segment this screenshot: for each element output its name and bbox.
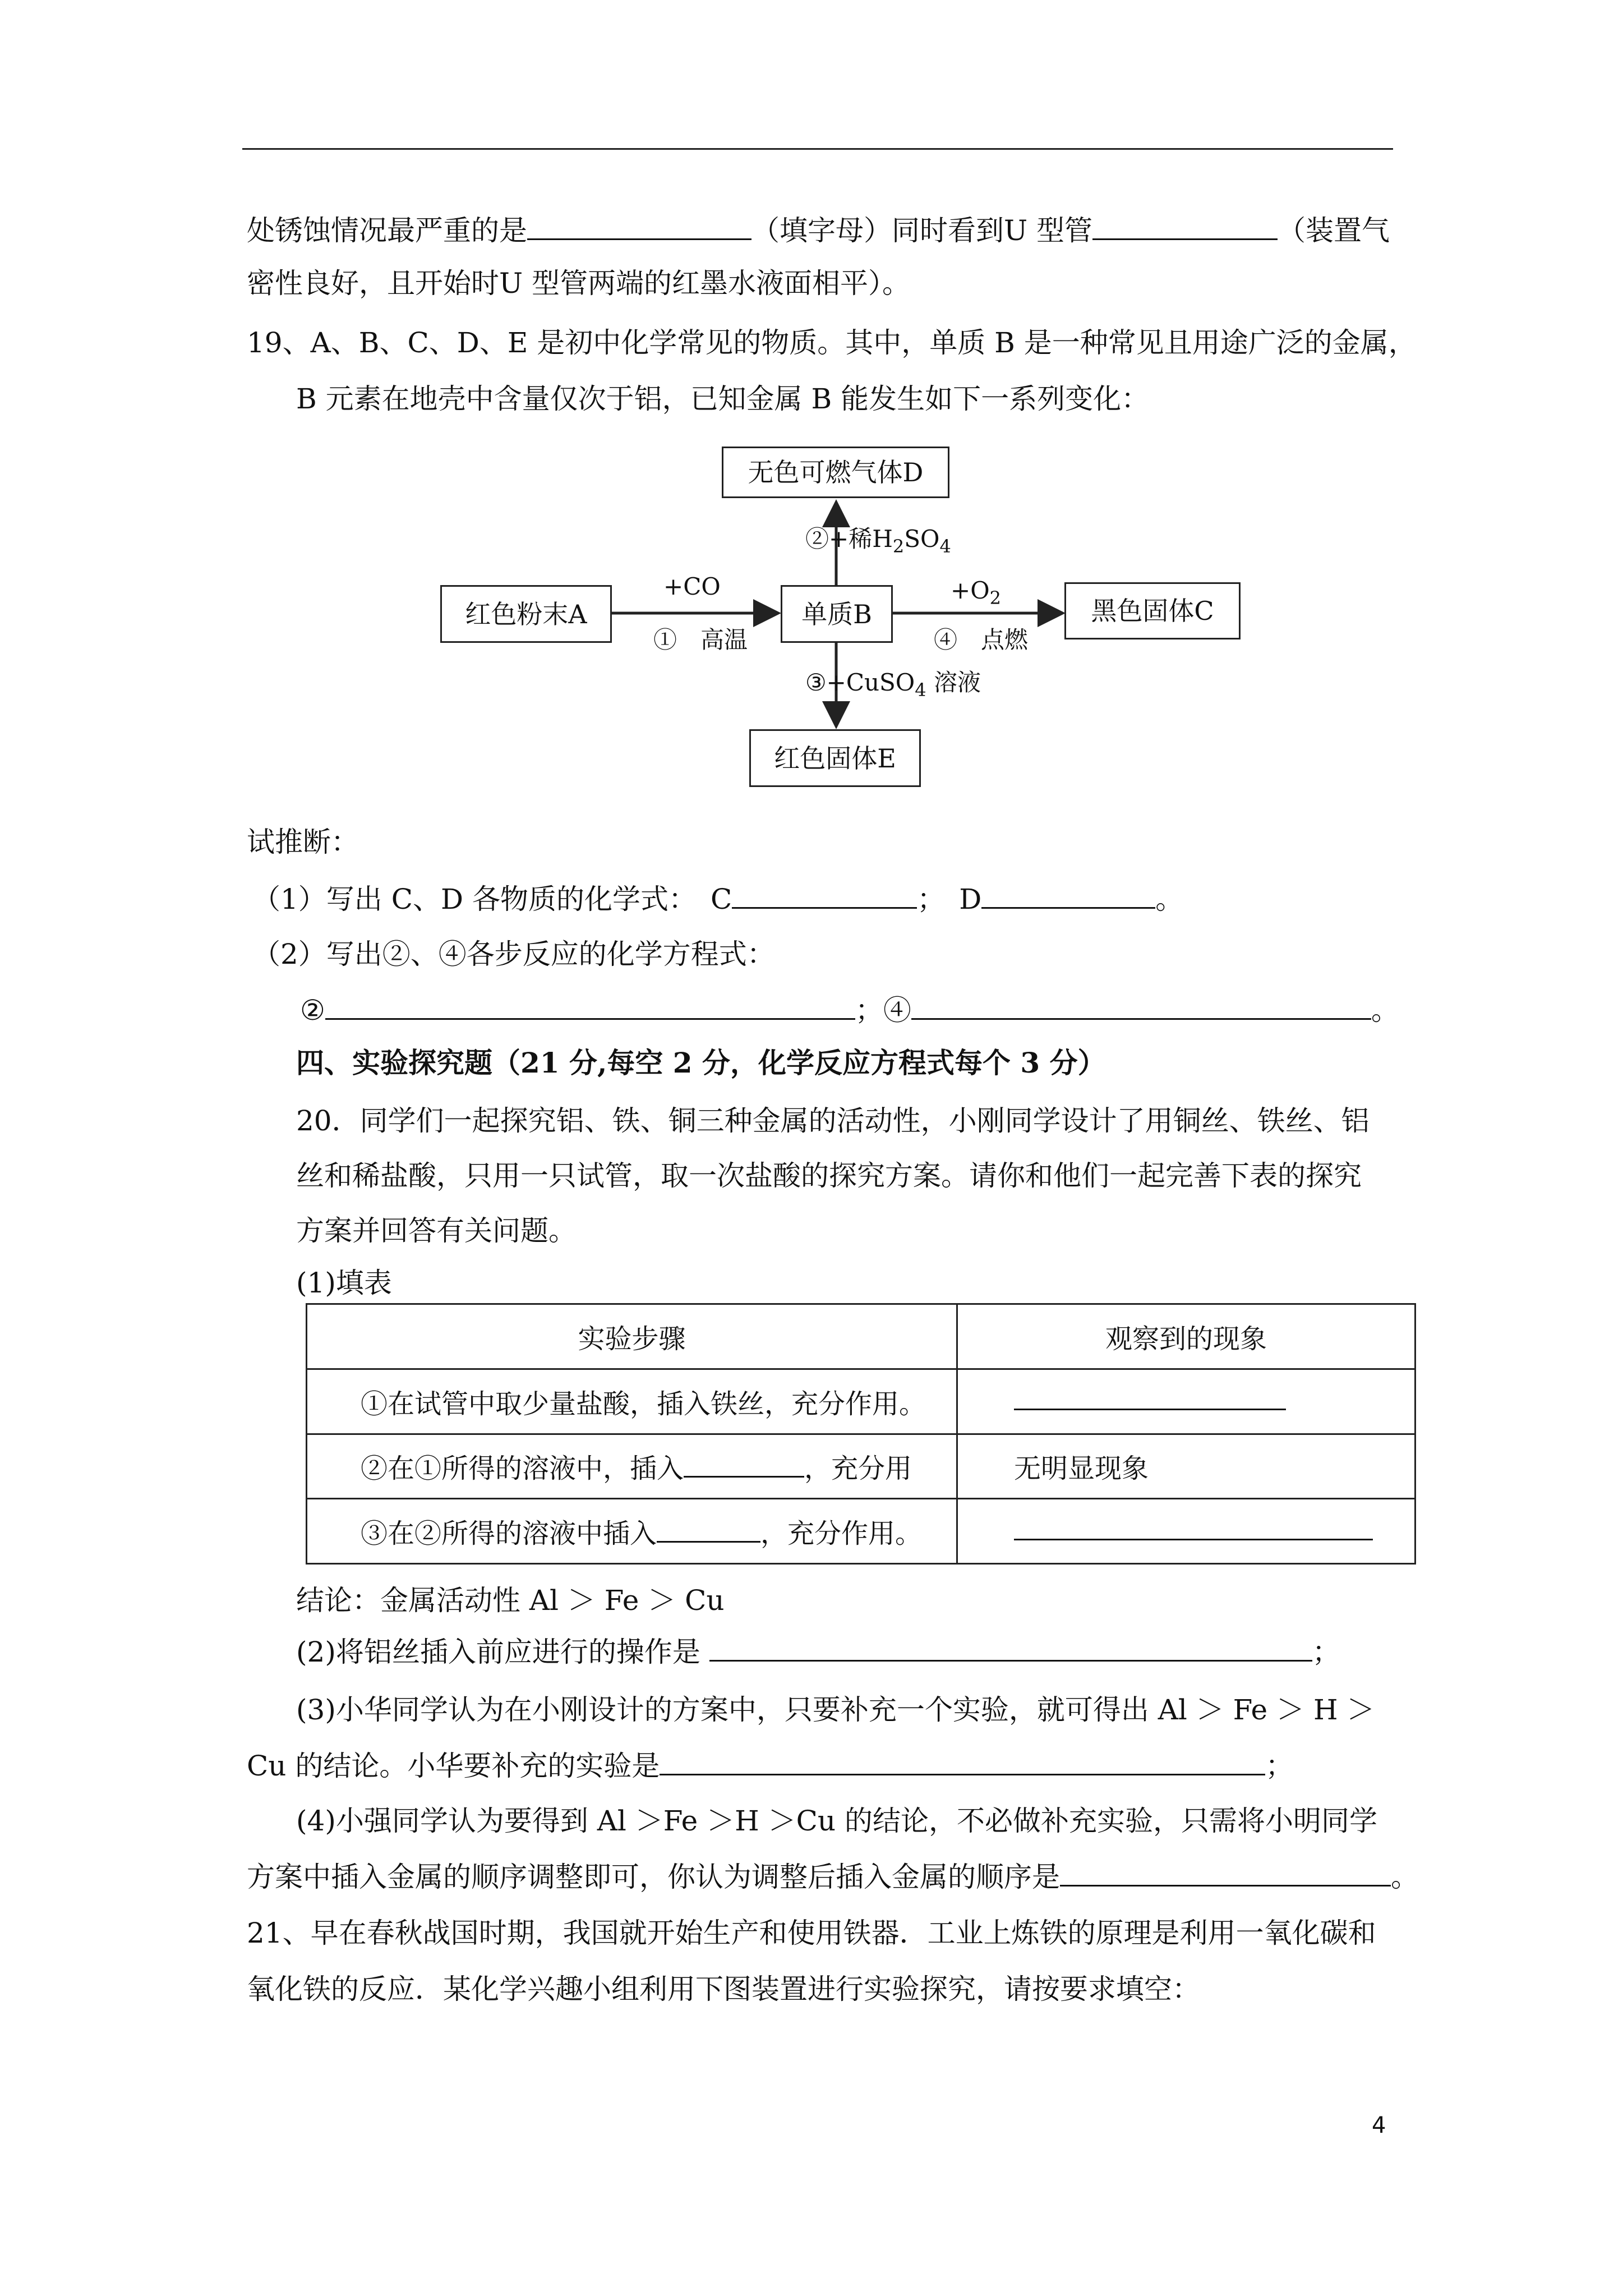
row1-observation: [957, 1369, 1415, 1434]
step4-reagent: [951, 579, 1001, 607]
row2-observation: 无明显现象: [957, 1434, 1415, 1499]
q18-line-2: 密性良好，且开始时U 型管两端的红墨水液面相平）。: [247, 267, 911, 300]
row2-step-a: ②在①所得的溶液中，插入: [361, 1453, 684, 1485]
step4-o: +O: [951, 577, 990, 604]
q19-p1-text-a: （1）写出 C、D 各物质的化学式： C: [252, 883, 732, 915]
q20-q4-text: 方案中插入金属的顺序调整即可，你认为调整后插入金属的顺序是: [247, 1861, 1060, 1893]
blank-q4[interactable]: [1060, 1860, 1391, 1887]
step2-h: H: [872, 525, 893, 553]
q18-text-b: （填字母）同时看到U 型管: [751, 214, 1093, 247]
blank-eq-4[interactable]: [911, 993, 1371, 1020]
table-row: [307, 1434, 1415, 1499]
step2-label: [805, 527, 951, 555]
blank-d-formula[interactable]: [981, 882, 1155, 909]
row3-step: [307, 1499, 957, 1564]
blank-q2[interactable]: [709, 1635, 1312, 1662]
q19-p1-text-b: ； D: [917, 883, 982, 915]
table-row: [307, 1369, 1415, 1434]
header-rule: [242, 148, 1393, 150]
step3-cuso: +CuSO: [826, 669, 915, 696]
q20-conclusion: 结论：金属活动性 Al ＞ Fe ＞ Cu: [296, 1584, 725, 1617]
q19-infer: 试推断：: [247, 826, 359, 858]
q20-line-2: 丝和稀盐酸，只用一只试管，取一次盐酸的探究方案。请你和他们一起完善下表的探究: [296, 1159, 1362, 1192]
blank-row2-metal[interactable]: [684, 1451, 804, 1478]
box-b: 单质B: [781, 585, 893, 643]
step2-text: +稀: [829, 525, 873, 553]
q21-line-2: 氧化铁的反应．某化学兴趣小组利用下图装置进行实验探究，请按要求填空：: [247, 1973, 1200, 2005]
q20-q4-line-2: [247, 1858, 1419, 1895]
step3-label: [805, 671, 981, 699]
page-number: 4: [1372, 2113, 1386, 2138]
eq2-num: ②: [300, 994, 325, 1027]
blank-row3-metal[interactable]: [657, 1516, 760, 1543]
box-c: 黑色固体C: [1064, 582, 1241, 639]
row3-step-b: ，充分作用。: [760, 1518, 923, 1550]
q20-q3-line-1: (3)小华同学认为在小刚设计的方案中，只要补充一个实验，就可得出 Al ＞ Fe ＞ H ＞: [296, 1694, 1375, 1726]
row3-step-a: ③在②所得的溶液中插入: [361, 1518, 657, 1550]
q20-q2: [296, 1634, 1340, 1671]
step4-condition: ④ 点燃: [934, 626, 1029, 654]
table-row: [307, 1499, 1415, 1564]
q18-text-c: （装置气: [1278, 214, 1390, 247]
q19-p1-text-c: 。: [1155, 883, 1184, 915]
q20-line-1: 20．同学们一起探究铝、铁、铜三种金属的活动性，小刚同学设计了用铜丝、铁丝、铝: [296, 1105, 1370, 1137]
step1-condition: ① 高温: [653, 626, 748, 654]
step3-rest: 溶液: [926, 669, 981, 696]
q18-blank-2[interactable]: [1092, 214, 1278, 240]
q20-q2-end: ；: [1312, 1636, 1340, 1668]
blank-row1-observation[interactable]: [1014, 1392, 1286, 1410]
box-a: 红色粉末A: [440, 585, 612, 643]
box-d: 无色可燃气体D: [722, 447, 949, 498]
step2-h-sub: 2: [892, 536, 905, 557]
q19-equations: [300, 992, 1399, 1029]
row2-step: [307, 1434, 957, 1499]
q20-q4-line-1: (4)小强同学认为要得到 Al ＞Fe ＞H ＞Cu 的结论，不必做补充实验，只需将小明同学: [296, 1805, 1378, 1837]
q19-part1: [252, 881, 1183, 918]
eq4-num: ；④: [855, 994, 911, 1027]
q20-q3-text: Cu 的结论。小华要补充的实验是: [247, 1750, 660, 1782]
q19-line-2: B 元素在地壳中含量仅次于铝，已知金属 B 能发生如下一系列变化：: [296, 383, 1150, 415]
section4-title: 四、实验探究题（21 分,每空 2 分，化学反应方程式每个 3 分）: [296, 1046, 1106, 1079]
q20-q3-line-2: [247, 1747, 1293, 1784]
q19-part2: （2）写出②、④各步反应的化学方程式：: [252, 938, 775, 970]
row3-observation: [957, 1499, 1415, 1564]
step1-reagent: +CO: [663, 573, 721, 600]
step2-num: ②: [805, 525, 829, 553]
step3-sub: 4: [915, 679, 926, 701]
q18-line-1: [247, 212, 1390, 249]
experiment-table: [306, 1303, 1416, 1565]
box-e: 红色固体E: [749, 729, 921, 787]
eq-end: 。: [1371, 994, 1399, 1027]
blank-eq-2[interactable]: [325, 993, 855, 1020]
q18-blank-1[interactable]: [527, 214, 751, 240]
q20-q2-text: (2)将铝丝插入前应进行的操作是: [296, 1636, 700, 1668]
blank-q3[interactable]: [660, 1749, 1265, 1775]
step2-so-sub: 4: [939, 536, 951, 557]
q20-fill-label: (1)填表: [296, 1267, 392, 1299]
table-header-row: [307, 1304, 1415, 1369]
col-header-steps: 实验步骤: [307, 1304, 957, 1369]
q20-q4-end: 。: [1391, 1861, 1419, 1893]
blank-row3-observation[interactable]: [1014, 1522, 1373, 1540]
row1-step: ①在试管中取少量盐酸，插入铁丝，充分作用。: [307, 1369, 957, 1434]
step3-num: ③: [805, 669, 827, 696]
col-header-observation: 观察到的现象: [957, 1304, 1415, 1369]
row2-step-b: ，充分用: [804, 1453, 912, 1485]
q19-line-1: 19、A、B、C、D、E 是初中化学常见的物质。其中，单质 B 是一种常见且用途广泛的金属，: [247, 326, 1417, 359]
q20-q3-end: ；: [1265, 1750, 1294, 1782]
q20-line-3: 方案并回答有关问题。: [296, 1214, 577, 1247]
step2-so: SO: [904, 525, 940, 553]
q21-line-1: 21、早在春秋战国时期，我国就开始生产和使用铁器．工业上炼铁的原理是利用一氧化碳和: [247, 1917, 1376, 1949]
step4-o-sub: 2: [989, 587, 1001, 609]
q18-text-a: 处锈蚀情况最严重的是: [247, 214, 527, 247]
blank-c-formula[interactable]: [732, 882, 917, 909]
